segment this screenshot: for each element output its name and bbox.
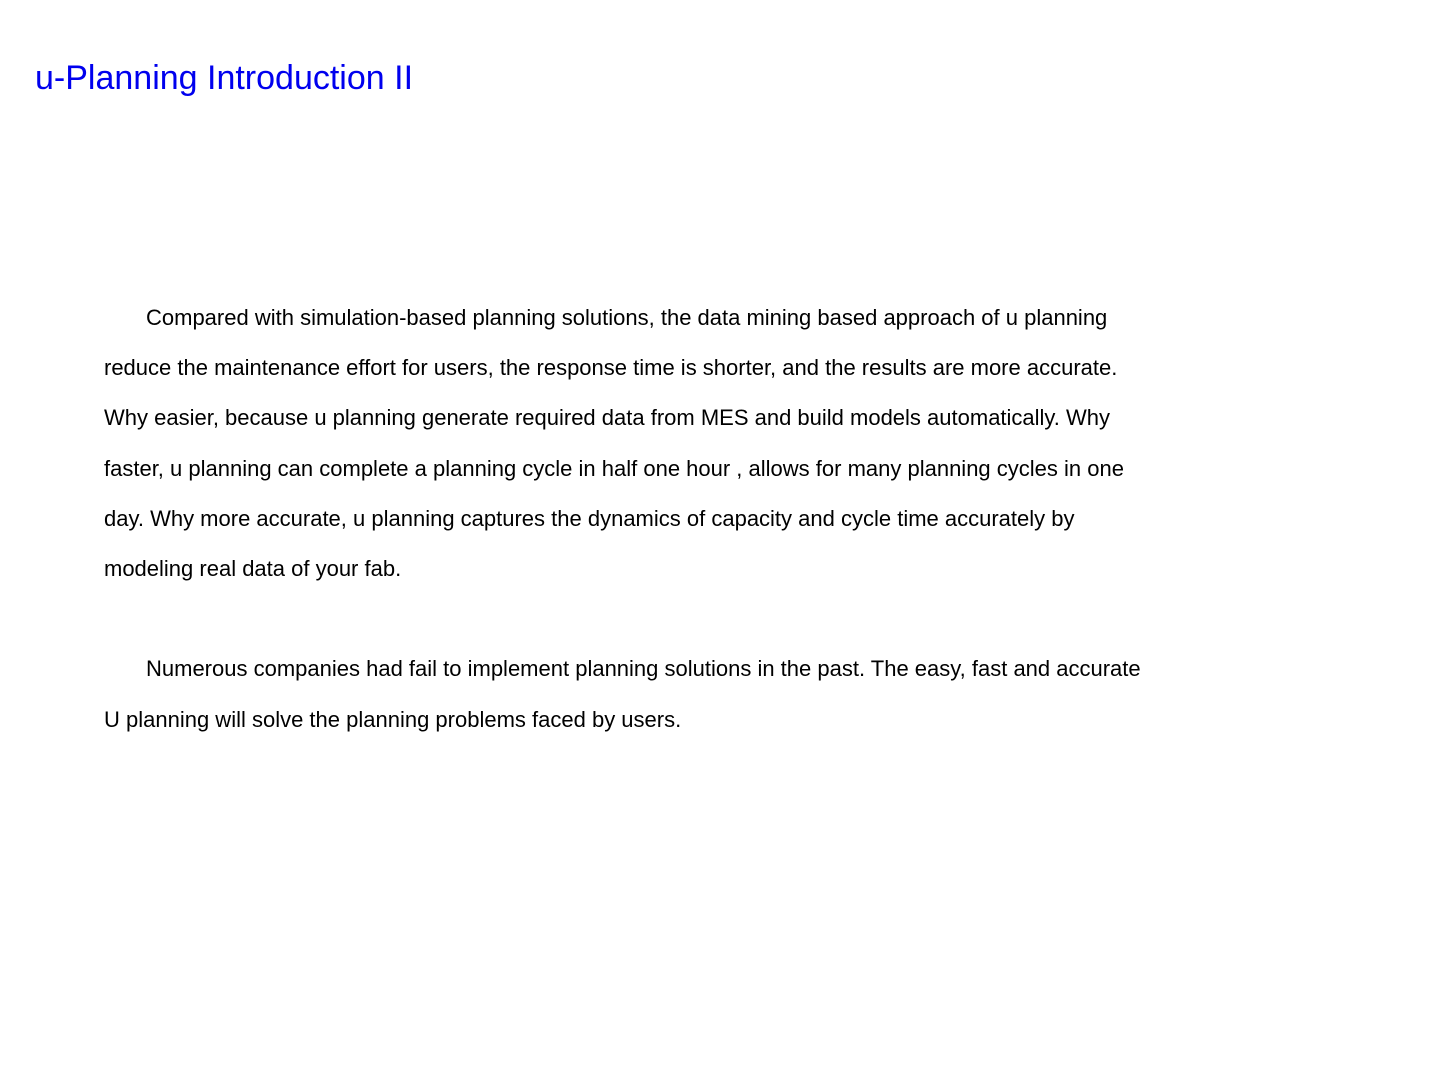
- slide-body: [104, 293, 1344, 745]
- body-paragraph-comparison: Compared with simulation-based planning solutions, the data mining based approach of u planning reduce the maintenance effort for users, the response time is shorter, and the results are more accurate. Why easier, because u planning generate required data from MES and build models automatically. Why faster, u planning can complete a planning cycle in half one hour , allows for many planning cycles in one day. Why more accurate, u planning captures the dynamics of capacity and cycle time accurately by modeling real data of your fab.: [104, 305, 1124, 582]
- slide-title: u-Planning Introduction II: [35, 59, 414, 97]
- body-paragraph-companies: Numerous companies had fail to implement planning solutions in the past. The easy, fast and accurate U planning will solve the planning problems faced by users.: [104, 656, 1141, 732]
